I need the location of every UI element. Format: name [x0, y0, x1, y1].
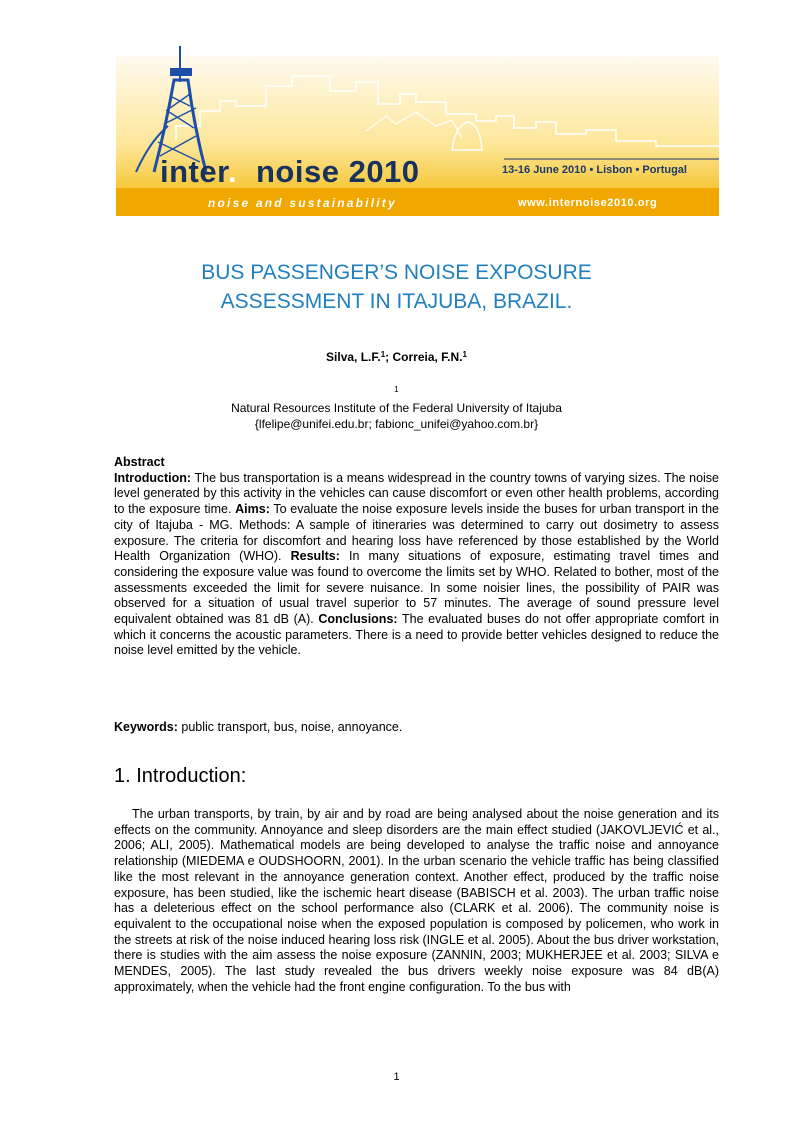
affiliation-mark: 1: [394, 385, 399, 394]
affiliation: [100, 384, 693, 432]
section-heading-introduction: 1. Introduction:: [114, 765, 247, 787]
conference-tagline: noise and sustainability: [208, 196, 397, 210]
affiliation-emails: {lfelipe@unifei.edu.br; fabionc_unifei@yahoo.com.br}: [254, 417, 539, 431]
abstract-results-label: Results:: [290, 549, 340, 564]
logo-text-inter: inter.: [160, 154, 238, 189]
keywords-label: Keywords:: [114, 720, 178, 734]
conference-url: www.internoise2010.org: [518, 197, 658, 209]
page-number: 1: [393, 1071, 400, 1083]
abstract-conclusions-text: The evaluated buses do not offer appropriate comfort in which it concerns the acoustic parameters. There is a need to provide better vehicles designed to reduce the noise level emitted by the vehicle.: [114, 612, 719, 658]
logo-text-noise-year: noise 2010: [256, 154, 420, 189]
abstract-conclusions-label: Conclusions:: [318, 612, 398, 627]
title-line-2: ASSESSMENT IN ITAJUBA, BRAZIL.: [220, 290, 573, 313]
abstract-intro-text: The bus transportation is a means widespread in the country towns of varying sizes. The noise level generated by this activity in the vehicles can cause discomfort or even other health problems, according to the exposure time.: [114, 470, 719, 517]
conference-banner: [116, 46, 719, 216]
abstract: [114, 455, 719, 659]
keywords-text: public transport, bus, noise, annoyance.: [177, 720, 403, 734]
abstract-intro-label: Introduction:: [114, 470, 192, 485]
title-line-1: BUS PASSENGER’S NOISE EXPOSURE: [201, 261, 592, 284]
abstract-aims-label: Aims:: [235, 502, 270, 517]
introduction-paragraph: The urban transports, by train, by air and by road are being analysed about the noise generation and its effects on the community. Annoyance and sleep disorders are the main effect studied (JAKOVLJEVIĆ et al., 2006; ALI, 2005). Mathematical models are being developed to analyse the traffic noise and annoyance relationship (MIEDEMA e OUDSHOORN, 2001). In the urban scenario the vehicle traffic has being classified like the most relevant in the annoyance generation context. Another effect, produced by the traffic noise exposure, has been studied, like the ischemic heart disease (BABISCH et al. 2003). The urban traffic noise has a deleterious effect on the school performance also (CLARK et al. 2006). The community noise is equivalent to the occupational noise when the exposed population is composed by policemen, who work in the streets at risk of the noise induced hearing loss risk (INGLE et al. 2005). About the bus driver workstation, there is studies with the aim assess the noise exposure (ZANNIN, 2003; MUKHERJEE et al. 2003; SILVA e MENDES, 2005). The last study revealed the bus drivers weekly noise exposure was 84 dB(A) approximately, when the vehicle had the front engine configuration. To the bus with: [114, 807, 719, 994]
author-1: Silva, L.F.: [326, 350, 381, 364]
abstract-heading: Abstract: [114, 455, 165, 469]
author-list: [100, 350, 693, 364]
author-1-affil-mark: 1: [380, 350, 386, 359]
author-2: ; Correia, F.N.: [385, 350, 463, 364]
author-2-affil-mark: 1: [462, 350, 467, 359]
affiliation-institute: Natural Resources Institute of the Federal University of Itajuba: [231, 401, 562, 415]
paper-title: [100, 258, 693, 316]
abstract-aims-text: To evaluate the noise exposure levels inside the buses for urban transport in the city of Itajuba - MG. Methods: A sample of itineraries was determined to carry out dosimetry to assess exposure. The criteria for discomfort and hearing loss have referenced by those established by the World Health Organization (WHO).: [114, 502, 719, 564]
logo-dot: .: [227, 154, 238, 189]
banner-graphic: [116, 46, 719, 216]
keywords: [114, 720, 719, 736]
abstract-results-text: In many situations of exposure, estimating travel times and considering the exposure value was found to overcome the limits set by WHO. Related to bother, most of the assessments exceeded the limit for severe nuisance. In some noisier lines, the possibility of PAIR was observed for a situation of usual travel superior to 57 minutes. The average of sound pressure level equivalent obtained was 81 dB (A).: [114, 549, 719, 627]
conference-dates: 13-16 June 2010 • Lisbon • Portugal: [502, 164, 687, 176]
